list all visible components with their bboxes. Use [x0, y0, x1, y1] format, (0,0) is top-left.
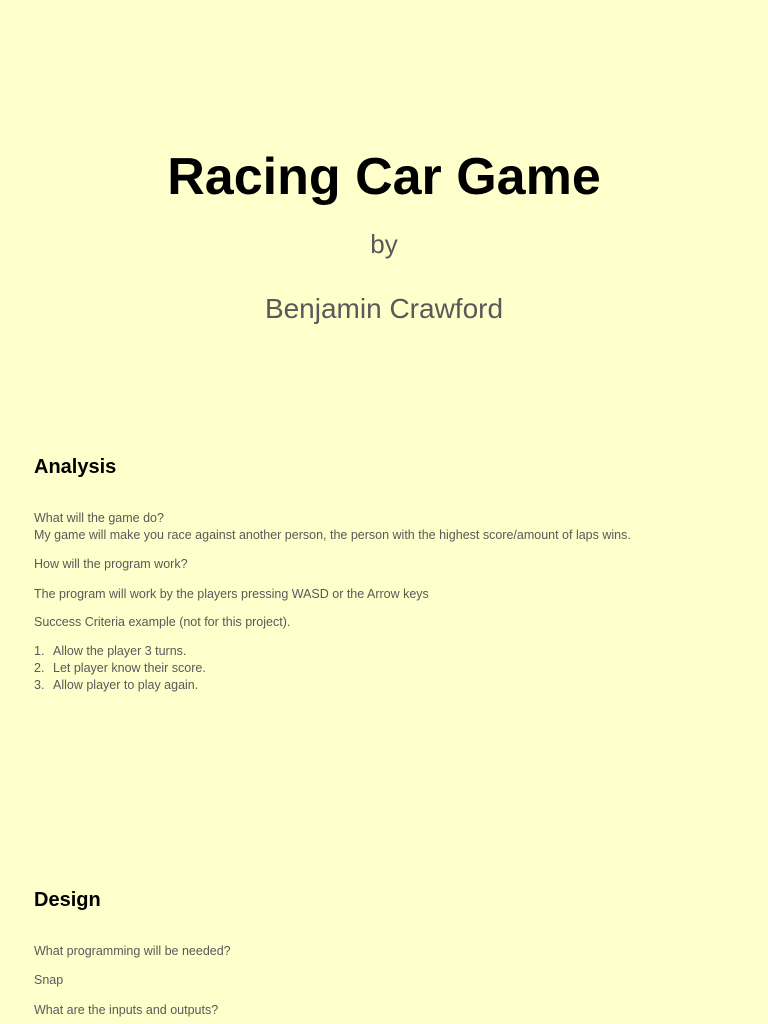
list-item — [34, 677, 206, 694]
list-item-text: Allow the player 3 turns. — [53, 644, 187, 658]
list-item — [34, 660, 206, 677]
success-criteria-intro: Success Criteria example (not for this project). — [34, 615, 291, 629]
design-question-2: What are the inputs and outputs? — [34, 1003, 219, 1017]
analysis-answer-1: My game will make you race against another person, the person with the highest score/amount of laps wins. — [34, 528, 631, 542]
list-item-text: Let player know their score. — [53, 661, 206, 675]
success-criteria-list — [34, 643, 206, 694]
byline: by — [370, 229, 398, 259]
analysis-question-1: What will the game do? — [34, 511, 164, 525]
document-title: Racing Car Game — [167, 148, 601, 206]
list-item-number: 2. — [34, 661, 45, 675]
analysis-heading: Analysis — [34, 456, 117, 478]
list-item-text: Allow player to play again. — [53, 678, 199, 692]
list-item — [34, 643, 206, 660]
list-item-number: 3. — [34, 678, 45, 692]
analysis-question-2: How will the program work? — [34, 557, 188, 571]
list-item-number: 1. — [34, 644, 45, 658]
analysis-answer-2: The program will work by the players pressing WASD or the Arrow keys — [34, 587, 429, 601]
design-heading: Design — [34, 889, 101, 911]
design-answer-1: Snap — [34, 973, 64, 987]
author-name: Benjamin Crawford — [264, 293, 504, 324]
design-question-1: What programming will be needed? — [34, 944, 231, 958]
